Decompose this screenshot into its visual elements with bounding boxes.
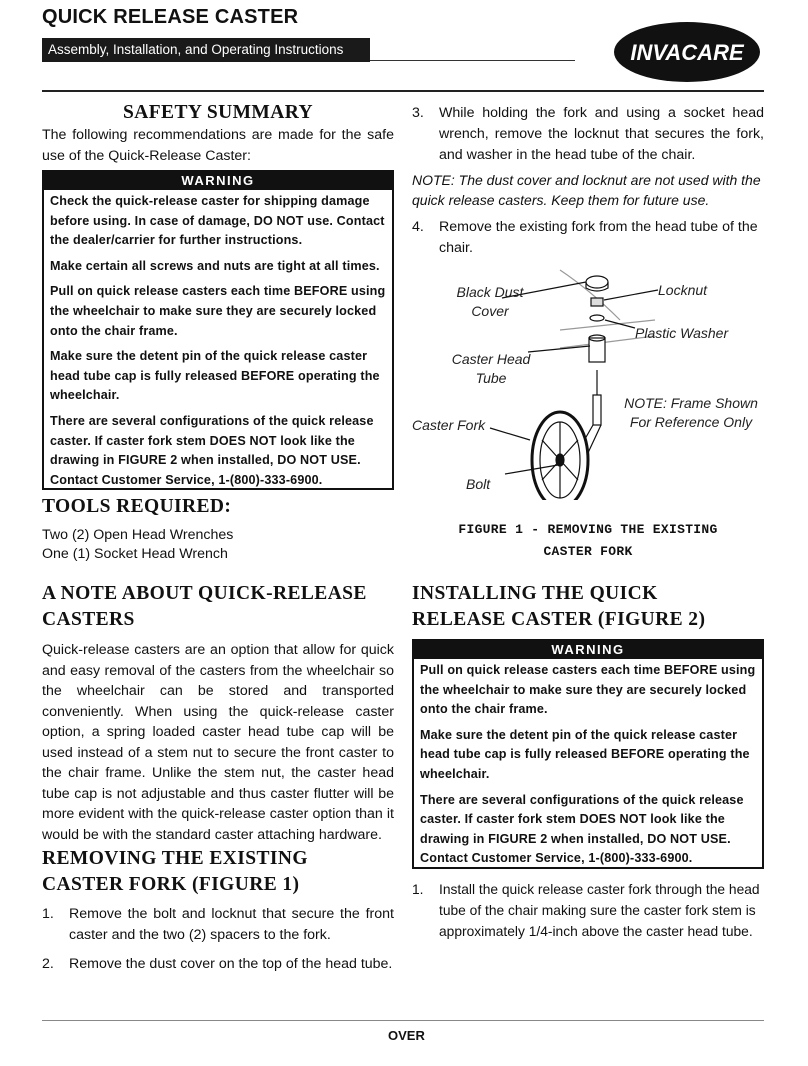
safety-heading: SAFETY SUMMARY bbox=[123, 102, 313, 123]
safety-intro: The following recommendations are made for the safe use of the Quick-Release Caster: bbox=[42, 127, 394, 164]
warning-item: Check the quick-release caster for shipping damage before using. In case of damage, DO NOT use. Contact the dealer/carrier for further instructions. bbox=[50, 194, 385, 248]
safety-warning-box bbox=[42, 170, 394, 490]
removing-heading bbox=[42, 846, 402, 898]
footer-rule bbox=[42, 1020, 764, 1021]
heading-line: CASTER FORK (FIGURE 1) bbox=[42, 874, 300, 895]
warning-item: Make sure the detent pin of the quick release caster head tube cap is fully released BEFORE operating the wheelchair. bbox=[420, 727, 750, 781]
label-caster-fork: Caster Fork bbox=[412, 417, 486, 433]
label-dust-cover: Black Dust Cover bbox=[456, 284, 524, 319]
list-item: 4. Remove the existing fork from the head tube of the chair. bbox=[412, 219, 758, 256]
subtitle-rule bbox=[370, 60, 575, 61]
removing-steps-left bbox=[42, 904, 394, 983]
installing-warning-box bbox=[412, 639, 764, 869]
removing-note: NOTE: The dust cover and locknut are not used with the quick release casters. Keep them for future use. bbox=[412, 172, 761, 208]
warning-item: Make sure the detent pin of the quick release caster head tube cap is fully released BEFORE operating the wheelchair. bbox=[50, 349, 380, 403]
header-rule bbox=[42, 90, 764, 92]
warning-item: There are several configurations of the quick release caster. If caster fork stem DOES NOT look like the drawing in FIGURE 2 when installed, DO NOT USE. Contact Customer Service, 1-(800)-333-6900. bbox=[420, 792, 744, 866]
label-bolt: Bolt bbox=[466, 476, 491, 492]
warning-title: WARNING bbox=[414, 641, 762, 659]
warning-item: Make certain all screws and nuts are tight at all times. bbox=[50, 258, 380, 273]
label-caster-head-tube: Caster Head Tube bbox=[451, 351, 531, 386]
list-item: 1. Remove the bolt and locknut that secure the front caster and the two (2) spacers to the fork. bbox=[42, 906, 394, 943]
document-subtitle: Assembly, Installation, and Operating Instructions bbox=[42, 38, 370, 62]
figure1-caption bbox=[412, 519, 764, 563]
document-title: QUICK RELEASE CASTER bbox=[42, 6, 299, 28]
tools-heading: TOOLS REQUIRED: bbox=[42, 496, 232, 517]
heading-line: CASTERS bbox=[42, 609, 135, 630]
note-about-heading bbox=[42, 581, 402, 633]
heading-line: RELEASE CASTER (FIGURE 2) bbox=[412, 609, 706, 630]
list-item: 2. Remove the dust cover on the top of the head tube. bbox=[42, 956, 393, 972]
installing-steps bbox=[412, 879, 764, 950]
label-locknut: Locknut bbox=[658, 282, 708, 298]
logo-text: INVACARE bbox=[630, 40, 744, 65]
label-frame-note: NOTE: Frame Shown For Reference Only bbox=[624, 395, 758, 430]
caption-line: CASTER FORK bbox=[543, 544, 633, 559]
invacare-logo bbox=[612, 20, 762, 84]
warning-item: There are several configurations of the quick release caster. If caster fork stem DOES NOT look like the drawing in FIGURE 2 when installed, DO NOT USE. Contact Customer Service, 1-(800)-333-6900. bbox=[50, 413, 374, 487]
heading-line: INSTALLING THE QUICK bbox=[412, 583, 658, 604]
caption-line: FIGURE 1 - REMOVING THE EXISTING bbox=[458, 522, 718, 537]
tools-item: One (1) Socket Head Wrench bbox=[42, 546, 228, 562]
heading-line: A NOTE ABOUT QUICK-RELEASE bbox=[42, 583, 367, 604]
warning-title: WARNING bbox=[44, 172, 392, 190]
list-item: 3. While holding the fork and using a socket head wrench, remove the locknut that secures the fork, and washer in the head tube of the chair. bbox=[412, 105, 764, 163]
list-item: 1. Install the quick release caster fork through the head tube of the chair making sure the caster fork stem is approximately 1/4-inch above the caster head tube. bbox=[412, 882, 760, 939]
warning-item: Pull on quick release casters each time BEFORE using the wheelchair to make sure they are securely locked onto the chair frame. bbox=[50, 284, 386, 338]
installing-heading bbox=[412, 581, 772, 633]
label-plastic-washer: Plastic Washer bbox=[635, 325, 729, 341]
warning-item: Pull on quick release casters each time BEFORE using the wheelchair to make sure they are securely locked onto the chair frame. bbox=[420, 663, 756, 717]
heading-line: REMOVING THE EXISTING bbox=[42, 848, 308, 869]
removing-steps-right-a bbox=[412, 103, 764, 174]
note-about-text: Quick-release casters are an option that allow for quick and easy removal of the casters from the wheelchair so the wheelchair can be stored and transported conveniently. When using the quick-release caster option, a spring loaded caster head tube cap will be used instead of a stem nut to secure the front caster to the chair frame. Unlike the stem nut, the caster head tube cap is not adjustable and thus caster flutter will be more evident with the quick-release caster option than it would be with the standard caster attaching hardware. bbox=[42, 642, 394, 843]
tools-item: Two (2) Open Head Wrenches bbox=[42, 527, 234, 543]
over-label: OVER bbox=[388, 1028, 425, 1043]
